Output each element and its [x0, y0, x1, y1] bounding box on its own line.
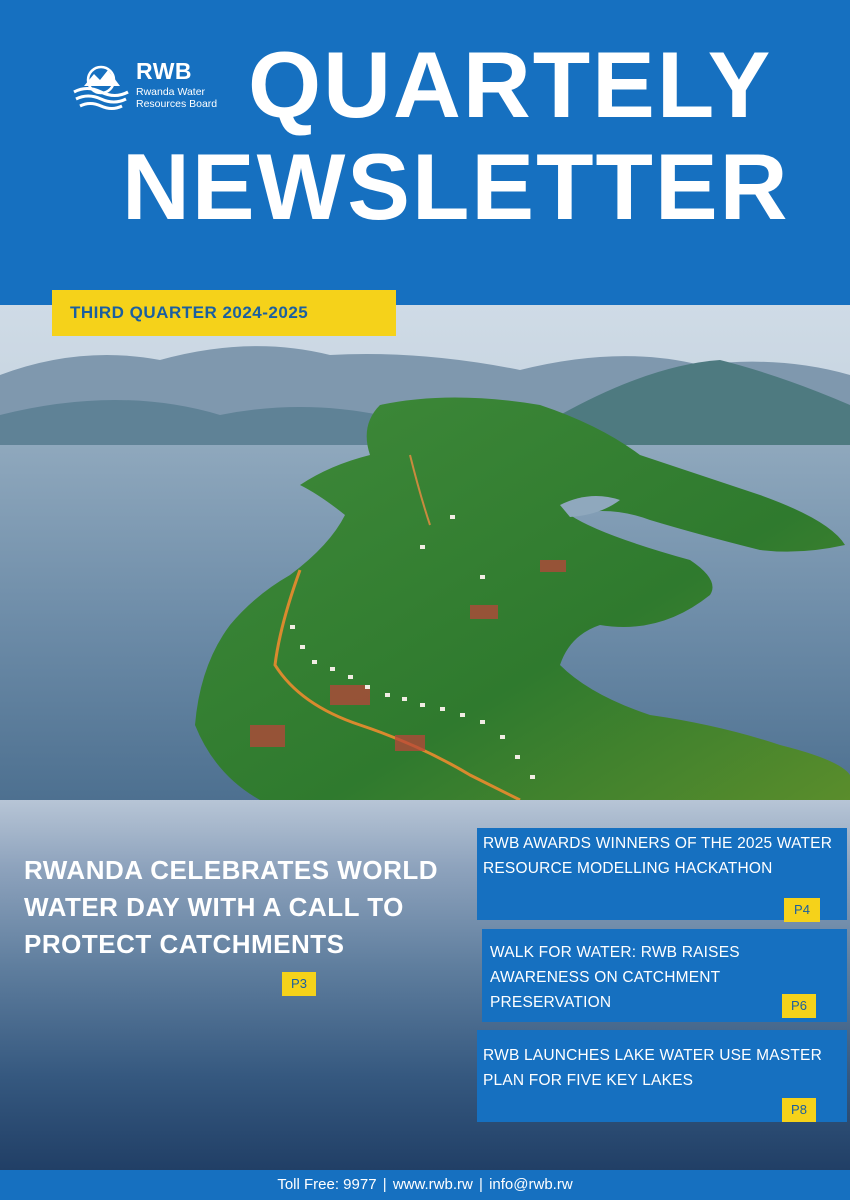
story-box-hackathon[interactable]: [477, 828, 847, 920]
cover-photo-lake-peninsula: [0, 305, 850, 800]
story-box-walk-for-water[interactable]: [482, 929, 847, 1022]
logo-organization-name: Rwanda Water Resources Board: [136, 86, 218, 110]
lead-story-page-tag: P3: [282, 972, 316, 996]
title-line-1: QUARTELY: [248, 32, 773, 137]
story-title: RWB LAUNCHES LAKE WATER USE MASTER PLAN FOR FIVE KEY LAKES: [483, 1047, 822, 1089]
story-page-tag: P8: [782, 1098, 816, 1122]
email-link[interactable]: info@rwb.rw: [489, 1176, 573, 1193]
website-link[interactable]: www.rwb.rw: [392, 1176, 473, 1193]
story-box-lake-master-plan[interactable]: [477, 1030, 847, 1122]
footer-separator: |: [382, 1176, 387, 1193]
header-band: [0, 0, 850, 305]
story-page-tag: P6: [782, 994, 816, 1018]
footer-separator: |: [479, 1176, 483, 1193]
story-page-tag: P4: [784, 898, 820, 922]
story-title: WALK FOR WATER: RWB RAISES AWARENESS ON CATCHMENT PRESERVATION: [490, 944, 740, 1011]
quarter-badge: THIRD QUARTER 2024-2025: [52, 290, 396, 336]
footer-contact-bar: [0, 1170, 850, 1200]
story-title: RWB AWARDS WINNERS OF THE 2025 WATER RESOURCE MODELLING HACKATHON: [483, 835, 833, 877]
lead-story-headline[interactable]: RWANDA CELEBRATES WORLD WATER DAY WITH A CALL TO PROTECT CATCHMENTS: [24, 855, 439, 959]
rwb-emblem-icon: [70, 56, 132, 118]
title-line-2: NEWSLETTER: [122, 134, 790, 239]
logo-abbreviation: RWB: [136, 58, 193, 84]
toll-free-number: Toll Free: 9977: [277, 1176, 377, 1193]
rwb-logo: [70, 52, 240, 122]
